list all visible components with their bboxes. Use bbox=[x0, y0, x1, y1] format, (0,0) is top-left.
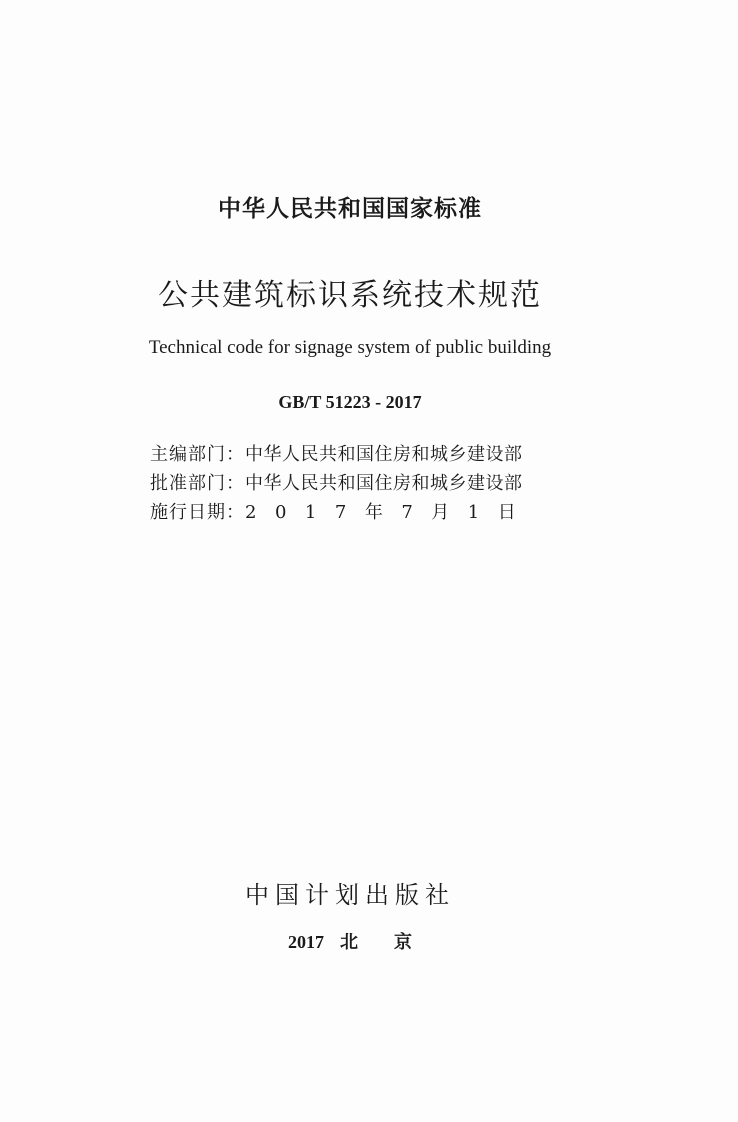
editor-value: 中华人民共和国住房和城乡建设部 bbox=[245, 444, 523, 465]
date-part: 7 bbox=[401, 502, 414, 523]
title-english: Technical code for signage system of public building bbox=[148, 337, 552, 358]
effective-row bbox=[150, 498, 570, 527]
editor-label: 主编部门： bbox=[150, 444, 245, 465]
date-part: 2 bbox=[245, 502, 257, 523]
approver-row bbox=[150, 469, 570, 498]
standard-series: 中华人民共和国国家标准 bbox=[218, 196, 482, 222]
date-part: 年 bbox=[364, 502, 384, 523]
approver-value: 中华人民共和国住房和城乡建设部 bbox=[245, 473, 523, 494]
publisher: 中国计划出版社 bbox=[245, 881, 455, 909]
publish-year: 2017 bbox=[288, 932, 324, 952]
approver-label: 批准部门： bbox=[150, 473, 245, 494]
date-part: 1 bbox=[304, 502, 317, 523]
standard-number: GB/T 51223 - 2017 bbox=[278, 392, 422, 412]
info-block bbox=[150, 440, 570, 527]
title-chinese: 公共建筑标识系统技术规范 bbox=[158, 278, 542, 313]
publication-line bbox=[0, 928, 700, 954]
date-part: 7 bbox=[334, 502, 347, 523]
publish-city: 北京 bbox=[340, 932, 448, 953]
date-part: 1 bbox=[467, 502, 480, 523]
date-part: 月 bbox=[431, 502, 450, 523]
date-part: 日 bbox=[497, 502, 517, 523]
effective-label: 施行日期： bbox=[150, 502, 245, 523]
editor-row bbox=[150, 440, 570, 469]
date-part: 0 bbox=[274, 502, 287, 523]
effective-date bbox=[245, 498, 534, 527]
